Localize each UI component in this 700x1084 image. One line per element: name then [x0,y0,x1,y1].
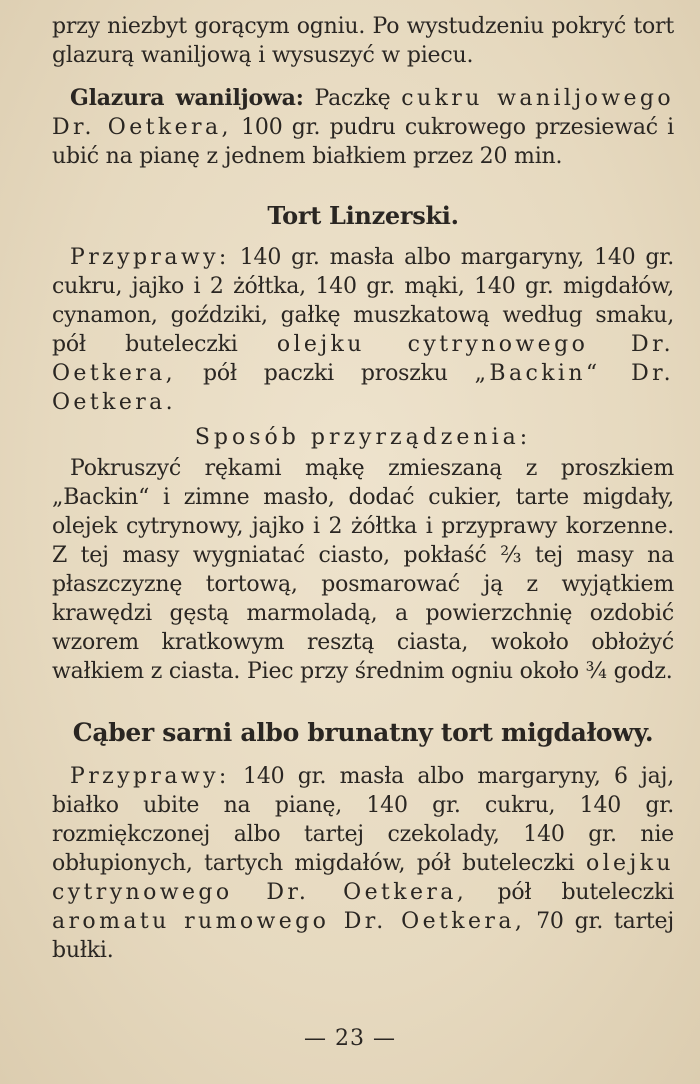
caber-ingredients-label: Przyprawy: [70,764,230,789]
linzer-ingredients-label: Przyprawy: [70,245,230,270]
caber-ingredients [52,762,674,965]
linzer-ingredients-2: pół paczki proszku [202,361,448,386]
linzer-ingredients [52,243,674,417]
page-number: — 23 — [304,1026,396,1051]
page-content [52,12,674,965]
linzer-ingredients-spaced-2: „Backin“ Dr. Oetkera. [52,361,674,415]
linzer-title: Tort Linzerski. [267,201,459,230]
caber-title: Cąber sarni albo brunatny tort migdałowy. [72,718,654,747]
caber-ingredients-2: pół buteleczki [497,880,674,905]
caber-ingredients-spaced-1: olejku cytrynowego Dr. Oetkera, [52,851,674,905]
spacer [52,70,674,84]
linzer-method-text: Pokruszyć rękami mąkę zmieszaną z proszkiem „Backin“ i zimne masło, dodać cukier, tarte migdały, olejek cytrynowy, jajko i 2 żółtka i przyprawy korzenne. Z tej masy wygniatać ciasto, pokłaść ⅔ tej masy na płaszczyznę tortową, posmarować ją z wyjątkiem krawędzi gęstą marmoladą, a powierzchnię ozdobić wzorem kratkowym resztą ciasta, wokoło obłożyć wałkiem z ciasta. Piec przy średnim ogniu około ¾ godz. [52,456,674,684]
caber-ingredients-3: 70 gr. tartej bułki. [52,909,674,963]
glaze-text-1: Paczkę [314,86,391,111]
linzer-ingredients-1: 140 gr. masła albo margaryny, 140 gr. cukru, jajko i 2 żółtka, 140 gr. mąki, 140 gr. migdałów, cynamon, goździki, gałkę muszkatową według smaku, pół buteleczki [52,245,675,357]
caber-ingredients-spaced-2: aromatu rumowego Dr. Oetkera, [52,909,526,934]
intro-paragraph: przy niezbyt gorącym ogniu. Po wystudzeniu pokryć tort glazurą waniljową i wysuszyć w piecu. [52,14,674,68]
glaze-paragraph [52,84,674,171]
glaze-spaced-1: cukru waniljowego Dr. Oetkera, [52,86,675,140]
glaze-text-2: 100 gr. pudru cukrowego przesiewać i ubić na pianę z jednem białkiem przez 20 min. [52,115,674,169]
linzer-ingredients-spaced-1: olejku cytrynowego Dr. Oetkera, [52,332,674,386]
linzer-method-label: Sposób przyrządzenia: [194,425,532,450]
glaze-label: Glazura waniljowa: [70,85,304,111]
caber-ingredients-1: 140 gr. masła albo margaryny, 6 jaj, białko ubite na pianę, 140 gr. cukru, 140 gr. rozmiękczonej albo tartej czekolady, 140 gr. nie obłupionych, tartych migdałów, pół buteleczki [52,764,674,876]
